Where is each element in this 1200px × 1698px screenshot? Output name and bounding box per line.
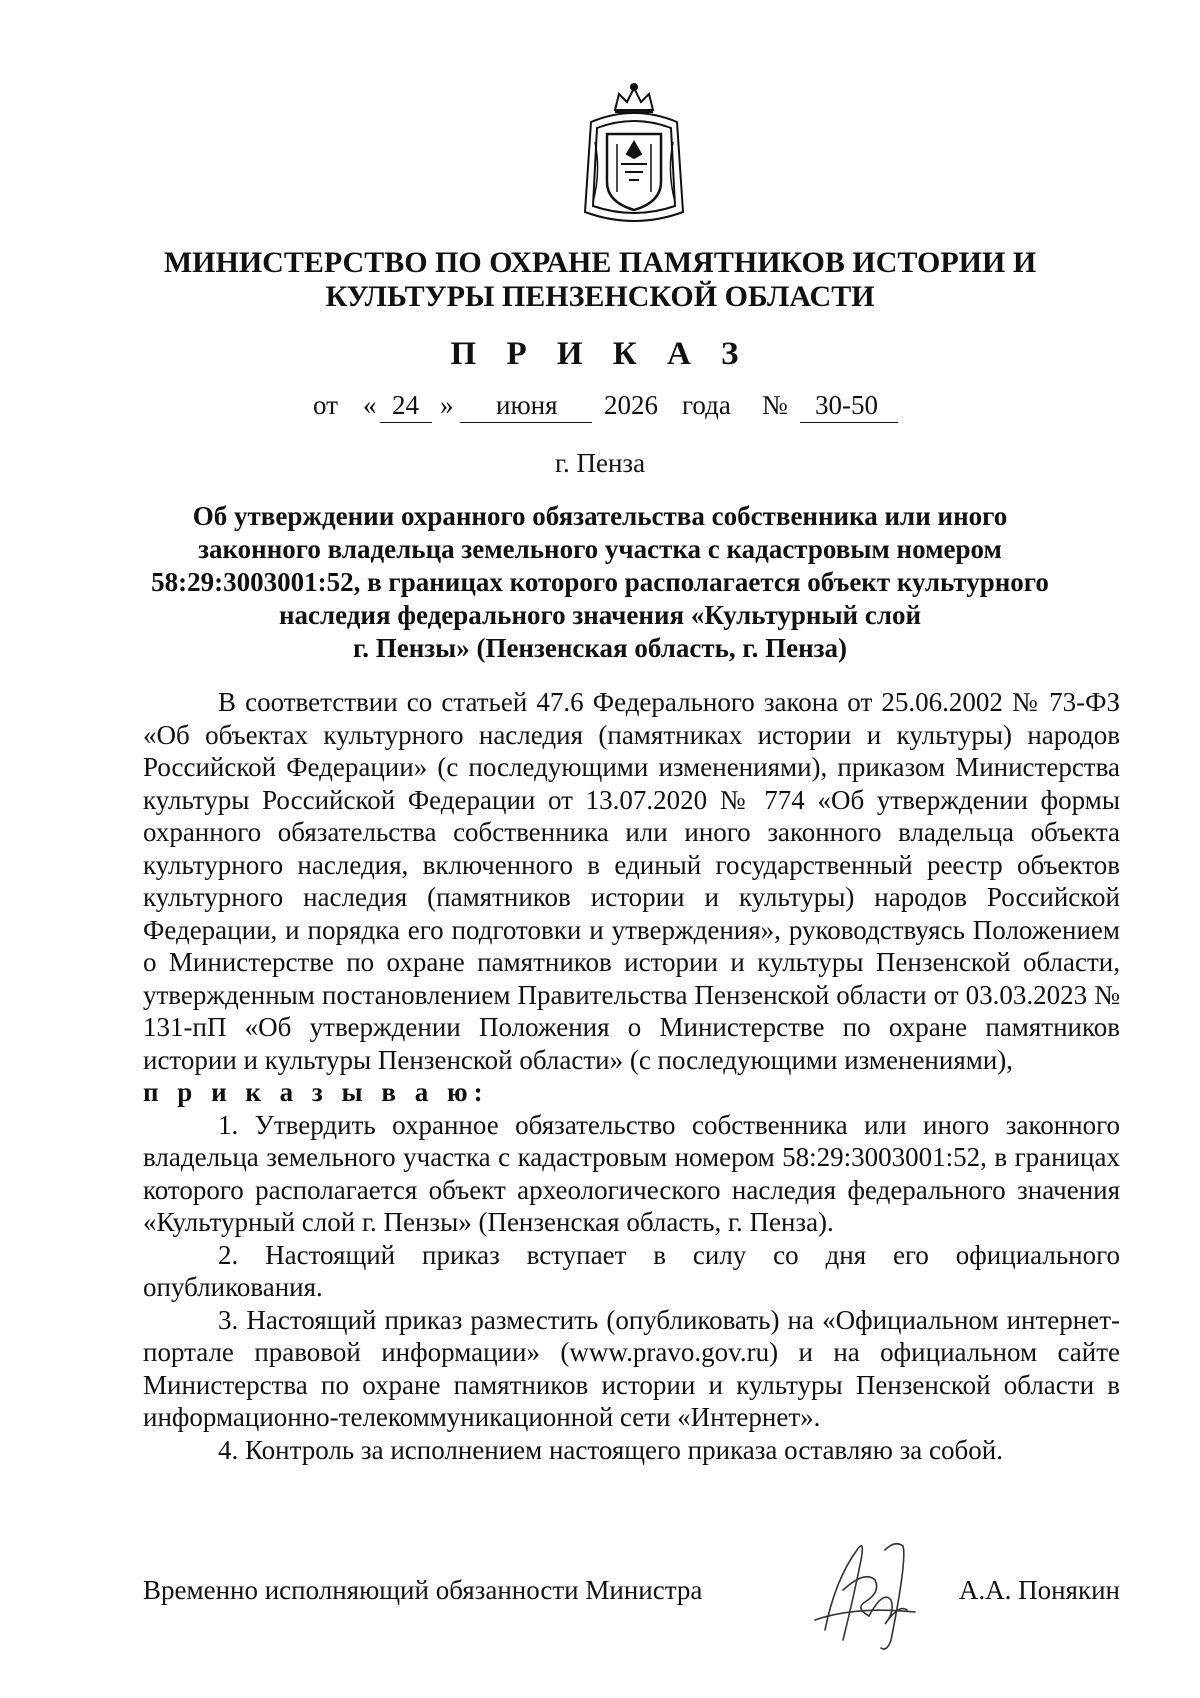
signatory-position: Временно исполняющий обязанности Министра bbox=[143, 1575, 703, 1605]
date-number-line bbox=[300, 390, 1000, 430]
subject-line4: наследия федерального значения «Культурный слой bbox=[278, 600, 922, 630]
city: г. Пенза bbox=[554, 448, 646, 478]
subject-line5: г. Пензы» (Пензенская область, г. Пенза) bbox=[353, 633, 847, 663]
order-number: 30-50 bbox=[815, 390, 878, 420]
order-directive-word: п р и к а з ы в а ю: bbox=[143, 1077, 489, 1107]
order-subject bbox=[140, 500, 1060, 665]
preamble-paragraph: В соответствии со статьей 47.6 Федерального закона от 25.06.2002 № 73-ФЗ «Об объектах культурного наследия (памятниках истории и культуры) народов Российской Федерации» (с последующими изменениями), приказом Министерства культуры Российской Федерации от 13.07.2020 № 774 «Об утверждении формы охранного обязательства собственника или иного законного владельца объекта культурного наследия, включенного в единый государственный реестр объектов культурного наследия (памятников истории и культуры) народов Российской Федерации, и порядка его подготовки и утверждения», руководствуясь Положением о Министерстве по охране памятников истории и культуры Пензенской области, утвержденным постановлением Правительства Пензенской области от 03.03.2023 № 131-пП «Об утверждении Положения о Министерстве по охране памятников истории и культуры Пензенской области» (с последующими изменениями), bbox=[143, 687, 1120, 1075]
date-prefix: от bbox=[313, 390, 338, 420]
order-item-3: 3. Настоящий приказ разместить (опубликовать) на «Официальном интернет-портале правовой информации» (www.pravo.gov.ru) и на официальном сайте Министерства по охране памятников истории и культуры Пензенской области в информационно-телекоммуникационной сети «Интернет». bbox=[143, 1304, 1120, 1432]
date-day: 24 bbox=[392, 390, 419, 420]
date-close-quote: » bbox=[440, 390, 454, 420]
signatory-name: А.А. Понякин bbox=[958, 1575, 1120, 1605]
date-year-word: года bbox=[682, 390, 731, 420]
subject-line3: 58:29:3003001:52, в границах которого располагается объект культурного bbox=[151, 567, 1049, 597]
document-type-title: П Р И К А З bbox=[450, 336, 750, 372]
signature-block bbox=[143, 1575, 1120, 1615]
ministry-name-line2: КУЛЬТУРЫ ПЕНЗЕНСКОЙ ОБЛАСТИ bbox=[325, 280, 875, 313]
number-sign: № bbox=[762, 390, 788, 420]
order-item-4: 4. Контроль за исполнением настоящего приказа оставляю за собой. bbox=[218, 1434, 1003, 1465]
subject-line1: Об утверждении охранного обязательства собственника или иного bbox=[192, 501, 1008, 531]
order-body bbox=[143, 686, 1120, 1466]
date-month: июня bbox=[496, 390, 558, 420]
order-item-2: 2. Настоящий приказ вступает в силу со дня его официального опубликования. bbox=[143, 1239, 1120, 1302]
subject-line2: законного владельца земельного участка с кадастровым номером bbox=[198, 534, 1002, 564]
ministry-name bbox=[150, 246, 1050, 314]
number-underline bbox=[800, 422, 898, 423]
day-underline bbox=[380, 422, 432, 423]
ministry-name-line1: МИНИСТЕРСТВО ПО ОХРАНЕ ПАМЯТНИКОВ ИСТОРИИ И bbox=[163, 246, 1037, 279]
month-underline bbox=[460, 422, 592, 423]
coat-of-arms-emblem bbox=[571, 82, 697, 232]
order-item-1: 1. Утвердить охранное обязательство собственника или иного законного владельца земельного участка с кадастровым номером 58:29:3003001:52, в границах которого располагается объект археологического наследия федерального значения «Культурный слой г. Пензы» (Пензенская область, г. Пенза). bbox=[143, 1109, 1120, 1237]
date-open-quote: « bbox=[363, 390, 377, 420]
date-year: 2026 bbox=[604, 390, 658, 420]
